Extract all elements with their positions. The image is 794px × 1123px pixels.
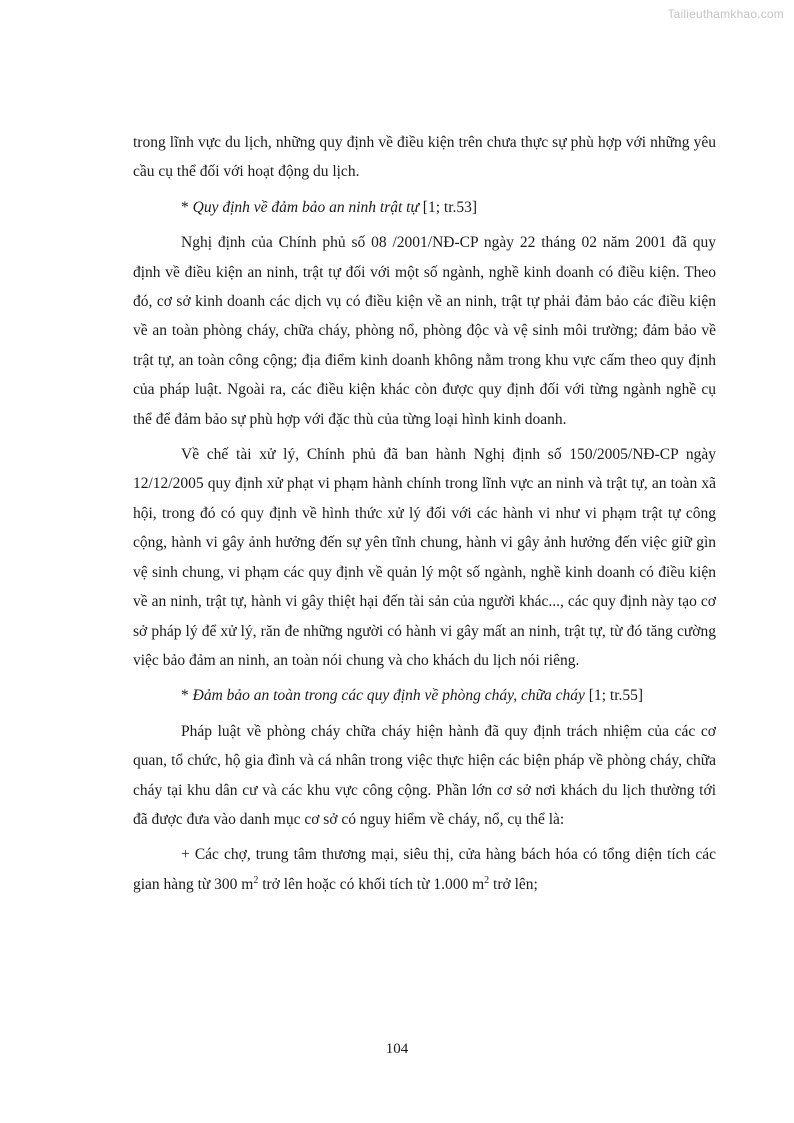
list-item-text: trở lên hoặc có khối tích từ 1.000 m [258,875,485,893]
superscript: 2 [253,874,259,886]
list-item-text: + Các chợ, trung tâm thương mại, siêu thị, cửa hàng bách hóa có tổng diện tích các gian hàng từ 300 m [133,846,716,893]
paragraph-decree-08: Nghị định của Chính phủ số 08 /2001/NĐ-CP ngày 22 tháng 02 năm 2001 đã quy định về điều kiện an ninh, trật tự đối với một số ngành, nghề kinh doanh có điều kiện. Theo đó, cơ sở kinh doanh các dịch vụ có điều kiện về an ninh, trật tự phải đảm bảo các điều kiện về an toàn phòng cháy, chữa cháy, phòng nổ, phòng độc và vệ sinh môi trường; đảm bảo về trật tự, an toàn công cộng; địa điểm kinh doanh không nằm trong khu vực cấm theo quy định của pháp luật. Ngoài ra, các điều kiện khác còn được quy định đối với từng ngành nghề cụ thể để đảm bảo sự phù hợp với đặc thù của từng loại hình kinh doanh. [133,234,716,428]
document-body [133,128,716,905]
paragraph-list-item-markets [133,840,716,899]
heading-title: Quy định về đảm bảo an ninh trật tự [192,198,419,216]
paragraph-decree-150: Về chế tài xử lý, Chính phủ đã ban hành Nghị định số 150/2005/NĐ-CP ngày 12/12/2005 quy định xử phạt vi phạm hành chính trong lĩnh vực an ninh và trật tự, an toàn xã hội, trong đó có quy định về hình thức xử lý đối với các hành vi như vi phạm trật tự công cộng, hành vi gây ảnh hưởng đến sự yên tĩnh chung, hành vi gây ảnh hưởng đến việc giữ gìn vệ sinh chung, vi phạm các quy định về quản lý một số ngành, nghề kinh doanh có điều kiện về an ninh, trật tự, hành vi gây thiệt hại đến tài sản của người khác..., các quy định này tạo cơ sở pháp lý để xử lý, răn đe những người có hành vi gây mất an ninh, trật tự, từ đó tăng cường việc bảo đảm an ninh, an toàn nói chung và cho khách du lịch nói riêng. [133,446,716,669]
page-number: 104 [385,1041,409,1057]
paragraph-fire-law: Pháp luật về phòng cháy chữa cháy hiện hành đã quy định trách nhiệm của các cơ quan, tổ chức, hộ gia đình và cá nhân trong việc thực hiện các biện pháp về phòng cháy, chữa cháy tại khu dân cư và các khu vực công cộng. Phần lớn cơ sở nơi khách du lịch thường tới đã được đưa vào danh mục cơ sở có nguy hiểm về cháy, nổ, cụ thể là: [133,722,716,828]
heading-bullet: * [181,687,193,705]
heading-reference: [1; tr.53] [418,198,478,216]
heading-bullet: * [181,198,193,216]
heading-title: Đảm bảo an toàn trong các quy định về phòng cháy, chữa cháy [192,687,585,705]
heading-fire-safety [133,681,716,710]
superscript: 2 [484,874,490,886]
heading-reference: [1; tr.55] [584,687,644,705]
list-item-text: trở lên; [489,875,538,893]
paragraph-intro: trong lĩnh vực du lịch, những quy định về điều kiện trên chưa thực sự phù hợp với những yêu cầu cụ thể đối với hoạt động du lịch. [133,134,716,181]
watermark-text: Tailieuthamkhao.com [667,7,784,21]
heading-security-order [133,193,716,222]
